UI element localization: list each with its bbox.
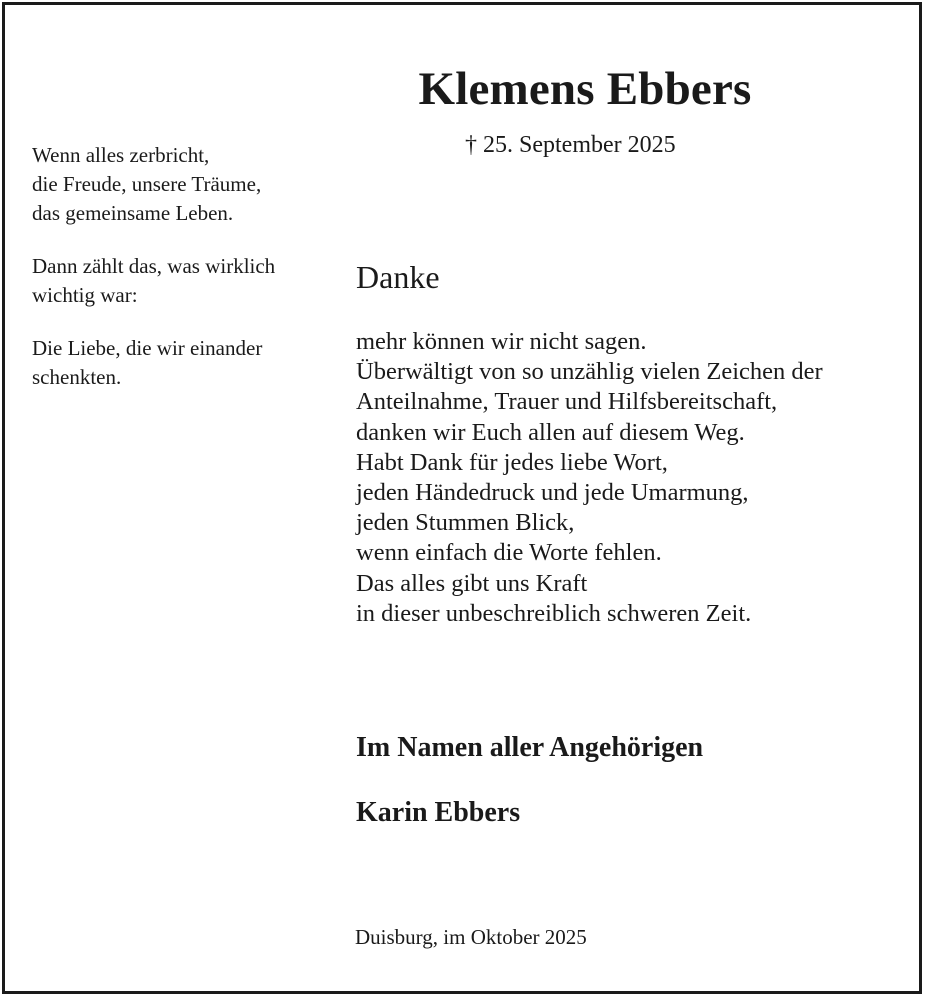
thanks-heading: Danke: [356, 259, 440, 295]
death-date: † 25. September 2025: [465, 132, 676, 158]
place-and-date: Duisburg, im Oktober 2025: [355, 925, 587, 949]
poem-stanza-2: Dann zählt das, was wirklich wichtig war:: [32, 254, 276, 307]
deceased-name: Klemens Ebbers: [418, 63, 752, 115]
signer-name: Karin Ebbers: [356, 797, 521, 828]
poem-stanza-3: Die Liebe, die wir einander schenkten.: [32, 336, 263, 389]
poem: [32, 141, 332, 416]
poem-stanza-1: Wenn alles zerbricht, die Freude, unsere Träume, das gemeinsame Leben.: [32, 143, 262, 225]
thanks-text: mehr können wir nicht sagen. Überwältigt von so unzählig vielen Zeichen der Anteilnahme, Trauer und Hilfsbereitschaft, danken wir Euch allen auf diesem Weg. Habt Dank für jedes liebe Wort, jeden Händedruck und jede Umarmung, jeden Stummen Blick, wenn einfach die Worte fehlen. Das alles gibt uns Kraft in dieser unbeschreiblich schweren Zeit.: [356, 328, 823, 627]
signoff-line: Im Namen aller Angehörigen: [356, 732, 704, 763]
